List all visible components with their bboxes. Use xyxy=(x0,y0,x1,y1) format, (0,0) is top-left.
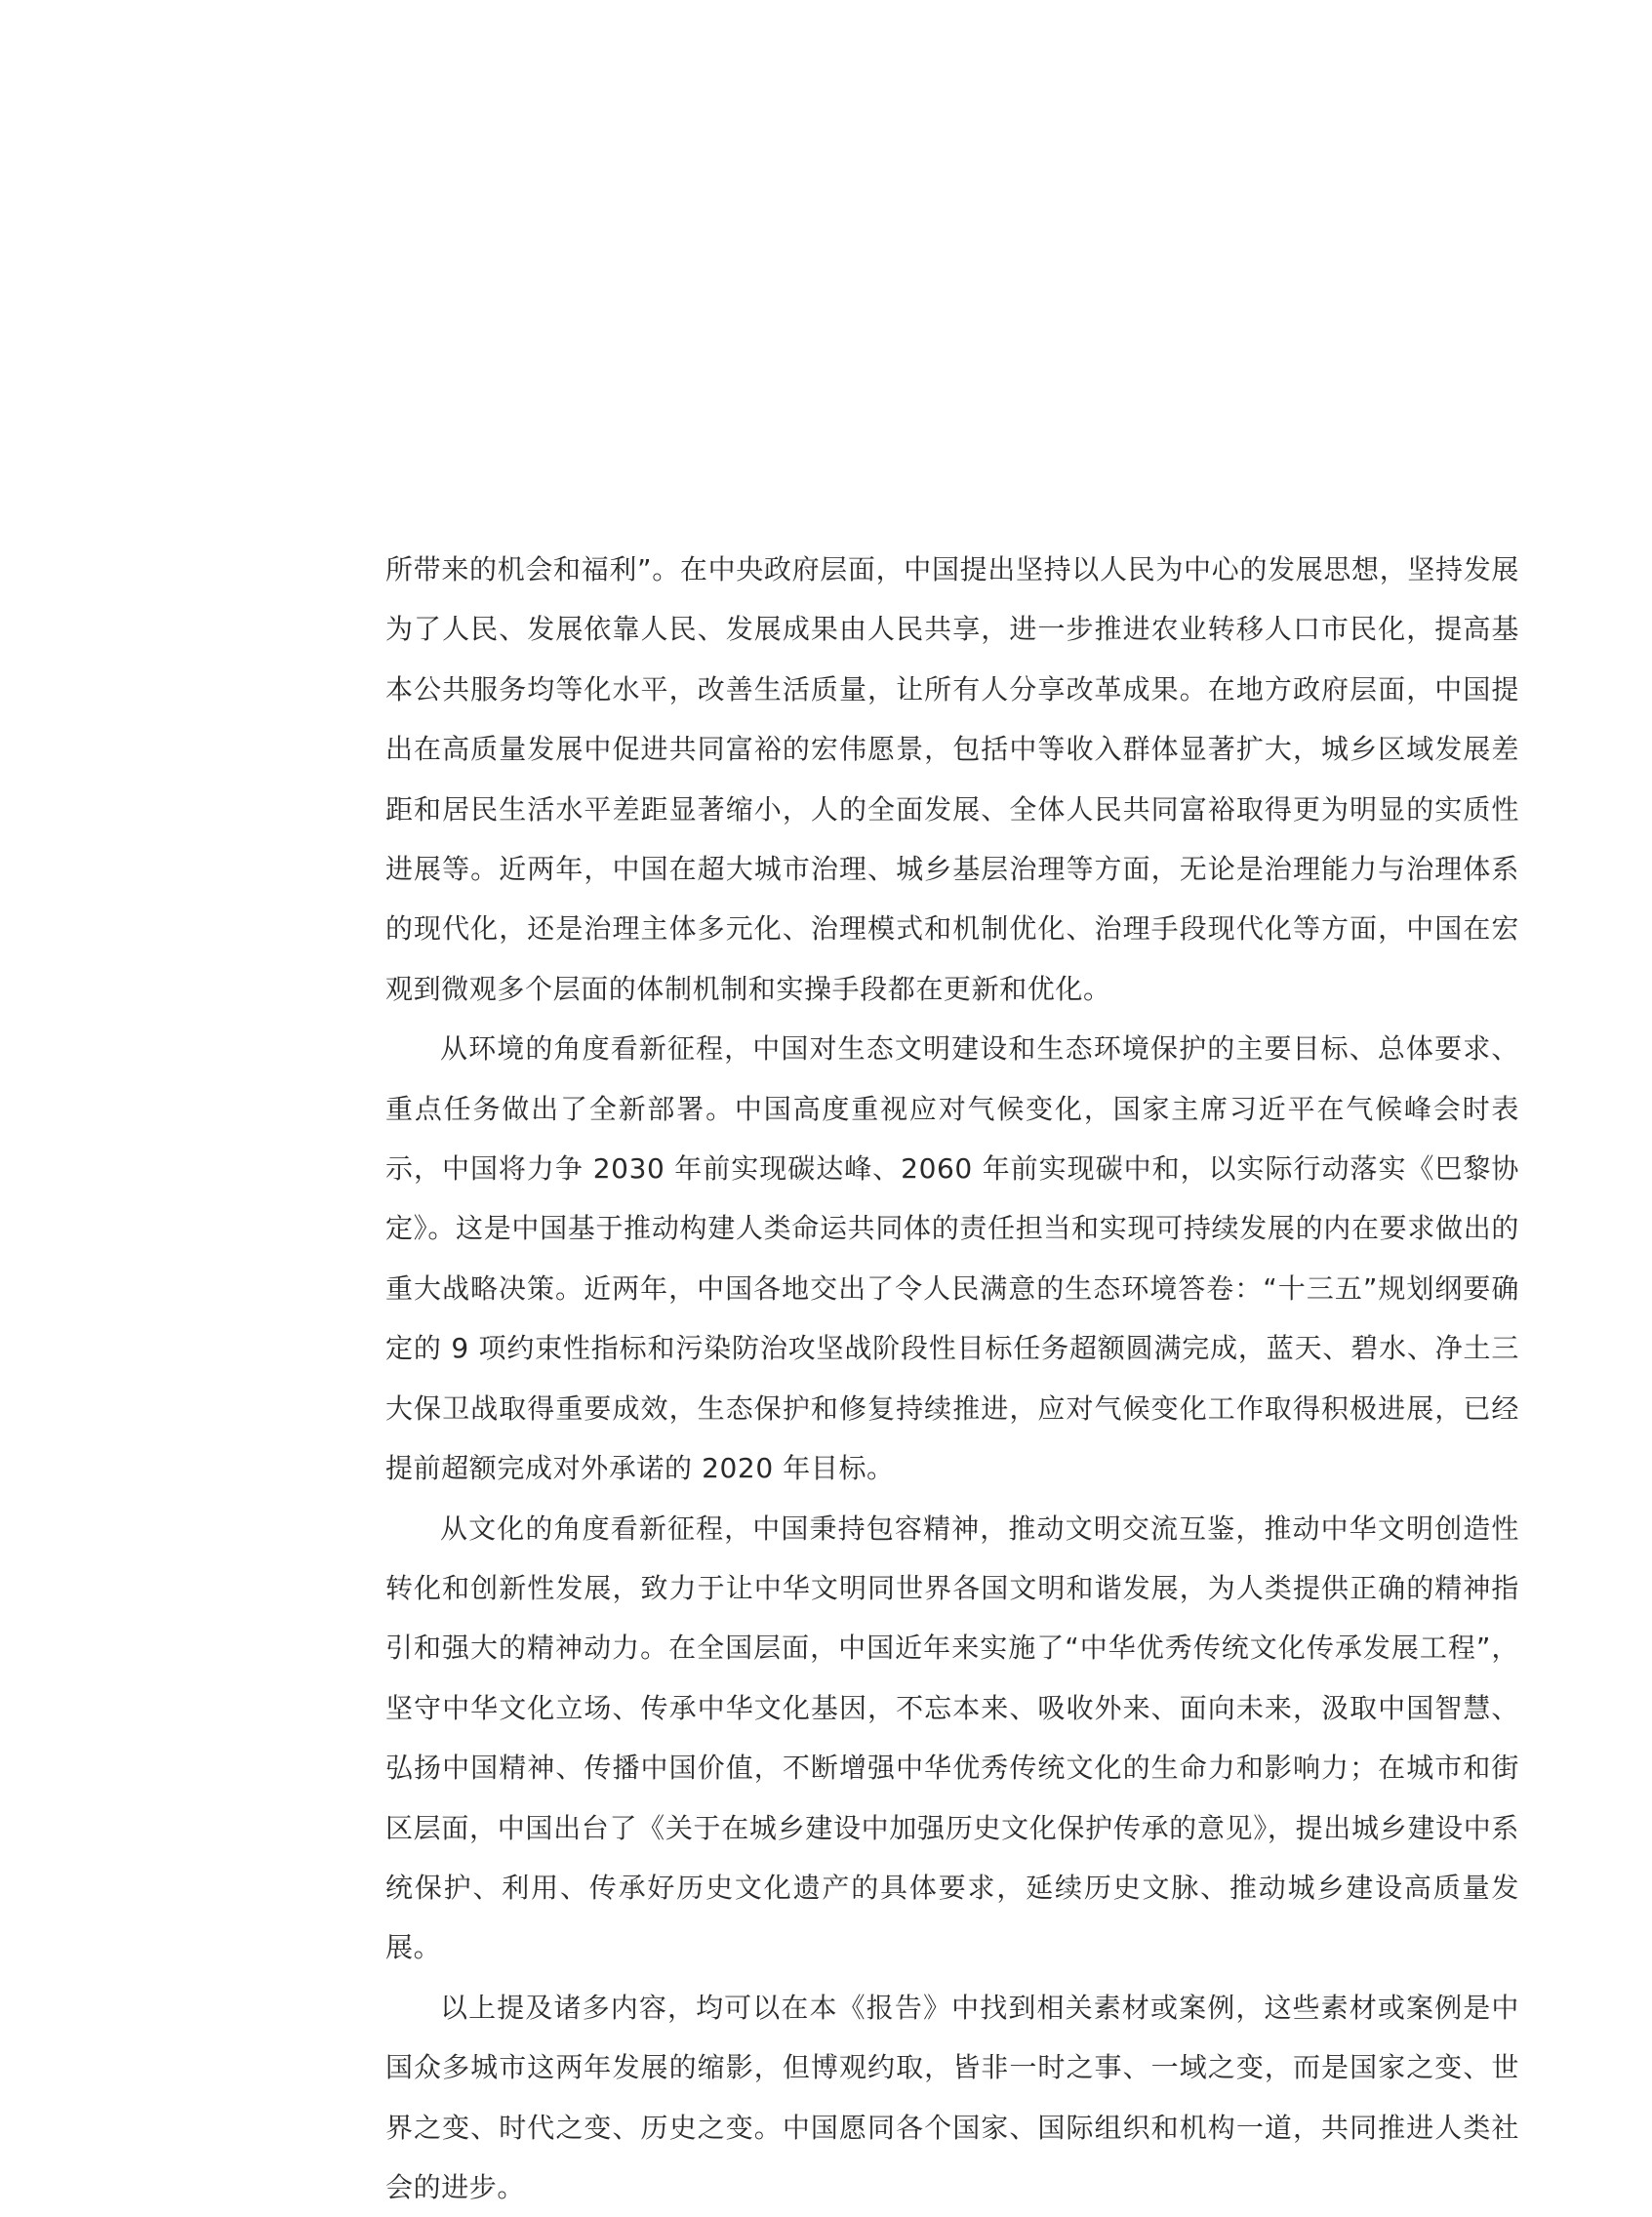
paragraph-conclusion: 以上提及诸多内容，均可以在本《报告》中找到相关素材或案例，这些素材或案例是中国众多城市这两年发展的缩影，但博观约取，皆非一时之事、一域之变，而是国家之变、世界之变、时代之变、历史之变。中国愿同各个国家、国际组织和机构一道，共同推进人类社会的进步。 xyxy=(385,1991,1519,2203)
paragraph-governance: 所带来的机会和福利”。在中央政府层面，中国提出坚持以人民为中心的发展思想，坚持发展为了人民、发展依靠人民、发展成果由人民共享，进一步推进农业转移人口市民化，提高基本公共服务均等化水平，改善生活质量，让所有人分享改革成果。在地方政府层面，中国提出在高质量发展中促进共同富裕的宏伟愿景，包括中等收入群体显著扩大，城乡区域发展差距和居民生活水平差距显著缩小，人的全面发展、全体人民共同富裕取得更为明显的实质性进展等。近两年，中国在超大城市治理、城乡基层治理等方面，无论是治理能力与治理体系的现代化，还是治理主体多元化、治理模式和机制优化、治理手段现代化等方面，中国在宏观到微观多个层面的体制机制和实操手段都在更新和优化。 xyxy=(385,553,1519,1005)
paragraph-culture: 从文化的角度看新征程，中国秉持包容精神，推动文明交流互鉴，推动中华文明创造性转化和创新性发展，致力于让中华文明同世界各国文明和谐发展，为人类提供正确的精神指引和强大的精神动力。在全国层面，中国近年来实施了“中华优秀传统文化传承发展工程”，坚守中华文化立场、传承中华文化基因，不忘本来、吸收外来、面向未来，汲取中国智慧、弘扬中国精神、传播中国价值，不断增强中华优秀传统文化的生命力和影响力；在城市和街区层面，中国出台了《关于在城乡建设中加强历史文化保护传承的意见》，提出城乡建设中系统保护、利用、传承好历史文化遗产的具体要求，延续历史文脉、推动城乡建设高质量发展。 xyxy=(385,1512,1519,1964)
body-text xyxy=(385,540,1519,2217)
paragraph-environment: 从环境的角度看新征程，中国对生态文明建设和生态环境保护的主要目标、总体要求、重点任务做出了全新部署。中国高度重视应对气候变化，国家主席习近平在气候峰会时表示，中国将力争 2030 年前实现碳达峰、2060 年前实现碳中和，以实际行动落实《巴黎协定》。这是中国基于推动构建人类命运共同体的责任担当和实现可持续发展的内在要求做出的重大战略决策。近两年，中国各地交出了令人民满意的生态环境答卷：“十三五”规划纲要确定的 9 项约束性指标和污染防治攻坚战阶段性目标任务超额圆满完成，蓝天、碧水、净土三大保卫战取得重要成效，生态保护和修复持续推进，应对气候变化工作取得积极进展，已经提前超额完成对外承诺的 2020 年目标。 xyxy=(385,1032,1519,1485)
